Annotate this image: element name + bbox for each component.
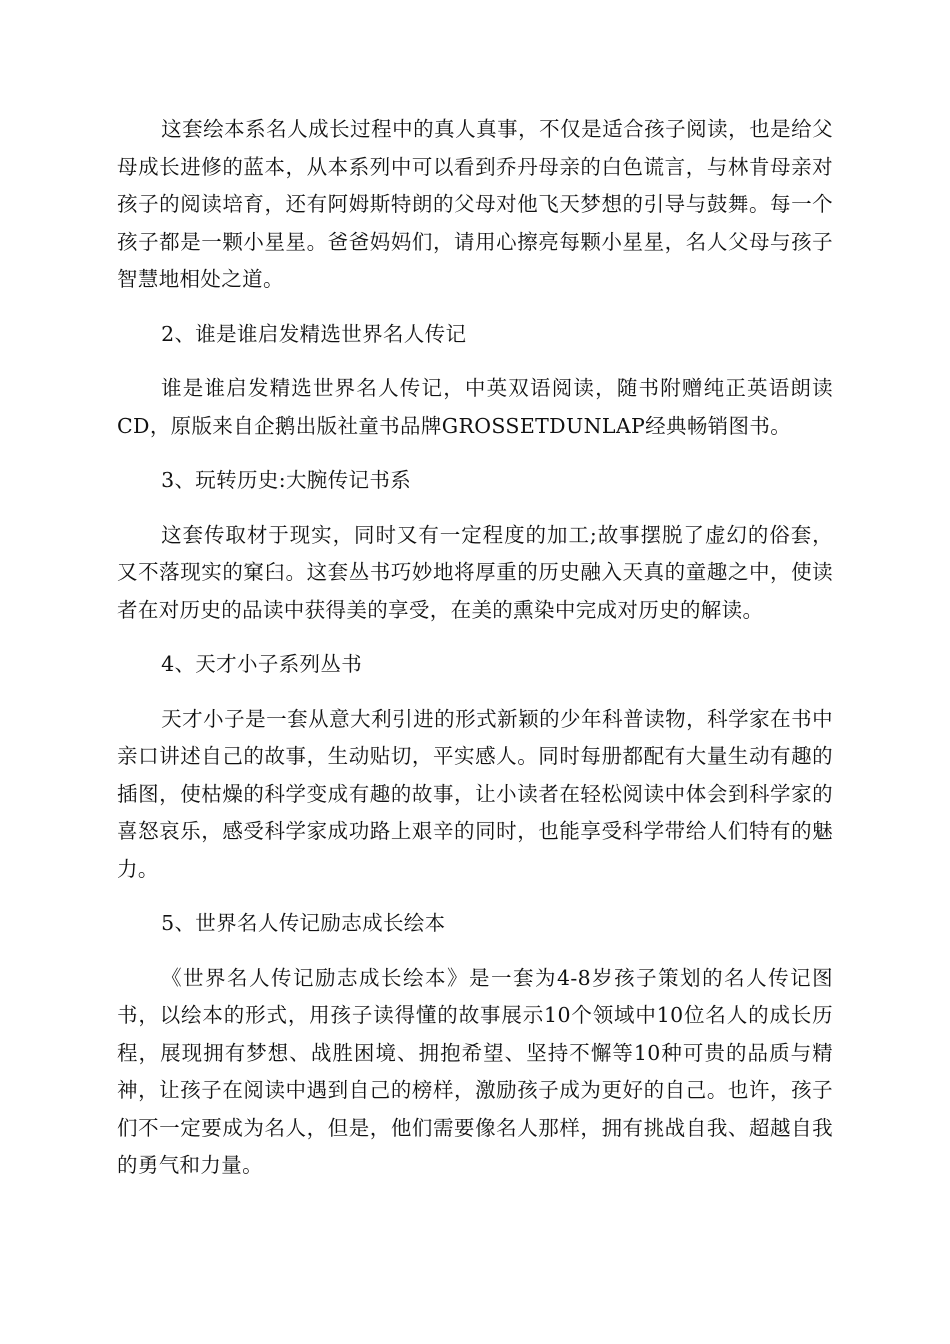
section-paragraph-2: 谁是谁启发精选世界名人传记，中英双语阅读，随书附赠纯正英语朗读CD，原版来自企鹅出版社童书品牌GROSSETDUNLAP经典畅销图书。 (117, 376, 833, 438)
section-paragraph-3: 这套传取材于现实，同时又有一定程度的加工;故事摆脱了虚幻的俗套，又不落现实的窠臼。这套丛书巧妙地将厚重的历史融入天真的童趣之中，使读者在对历史的品读中获得美的享受，在美的熏染中完成对历史的解读。 (117, 522, 833, 622)
section-heading-4: 4、天才小子系列丛书 (161, 652, 363, 676)
intro-paragraph: 这套绘本系名人成长过程中的真人真事，不仅是适合孩子阅读，也是给父母成长进修的蓝本，从本系列中可以看到乔丹母亲的白色谎言，与林肯母亲对孩子的阅读培育，还有阿姆斯特朗的父母对他飞天梦想的引导与鼓舞。每一个孩子都是一颗小星星。爸爸妈妈们，请用心擦亮每颗小星星，名人父母与孩子智慧地相处之道。 (117, 117, 833, 291)
section-paragraph-5: 《世界名人传记励志成长绘本》是一套为4-8岁孩子策划的名人传记图书，以绘本的形式，用孩子读得懂的故事展示10个领域中10位名人的成长历程，展现拥有梦想、战胜困境、拥抱希望、坚持不懈等10种可贵的品质与精神，让孩子在阅读中遇到自己的榜样，激励孩子成为更好的自己。也许，孩子们不一定要成为名人，但是，他们需要像名人那样，拥有挑战自我、超越自我的勇气和力量。 (117, 965, 833, 1177)
document-body (117, 111, 833, 1202)
section-heading-2: 2、谁是谁启发精选世界名人传记 (161, 321, 467, 346)
section-heading-5: 5、世界名人传记励志成长绘本 (161, 911, 446, 935)
section-heading-3: 3、玩转历史:大腕传记书系 (161, 468, 412, 492)
section-paragraph-4: 天才小子是一套从意大利引进的形式新颖的少年科普读物，科学家在书中亲口讲述自己的故事，生动贴切，平实感人。同时每册都配有大量生动有趣的插图，使枯燥的科学变成有趣的故事，让小读者在轻松阅读中体会到科学家的喜怒哀乐，感受科学家成功路上艰辛的同时，也能享受科学带给人们特有的魅力。 (117, 706, 833, 881)
